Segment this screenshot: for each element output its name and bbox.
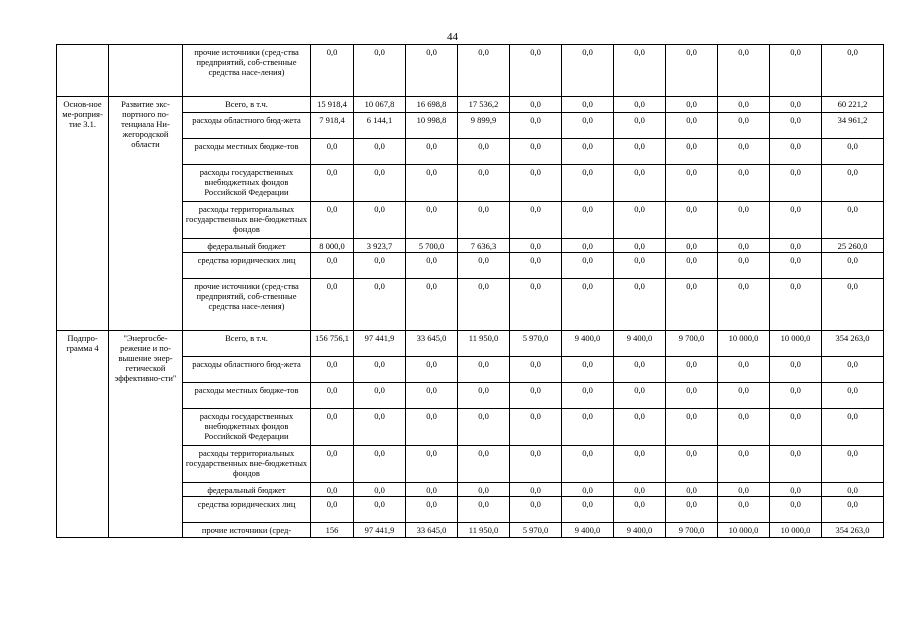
funding-source-cell: федеральный бюджет: [183, 483, 311, 497]
value-cell: 0,0: [510, 357, 562, 383]
value-cell: 0,0: [311, 446, 354, 483]
value-cell: 33 645,0: [406, 523, 458, 538]
value-cell: 0,0: [718, 253, 770, 279]
value-cell: 0,0: [311, 383, 354, 409]
value-cell: 0,0: [311, 497, 354, 523]
value-cell: 0,0: [770, 139, 822, 165]
value-cell: 0,0: [666, 409, 718, 446]
value-cell: 16 698,8: [406, 97, 458, 113]
value-cell: 0,0: [666, 279, 718, 331]
value-cell: 34 961,2: [822, 113, 884, 139]
value-cell: 0,0: [354, 497, 406, 523]
value-cell: 0,0: [354, 279, 406, 331]
value-cell: 9 400,0: [562, 523, 614, 538]
value-cell: 0,0: [822, 357, 884, 383]
value-cell: 9 700,0: [666, 523, 718, 538]
value-cell: 0,0: [510, 409, 562, 446]
value-cell: 0,0: [614, 45, 666, 97]
funding-source-cell: расходы областного бюд-жета: [183, 357, 311, 383]
value-cell: 0,0: [311, 165, 354, 202]
funding-source-cell: Всего, в т.ч.: [183, 331, 311, 357]
value-cell: 10 000,0: [718, 523, 770, 538]
value-cell: 156 756,1: [311, 331, 354, 357]
value-cell: 0,0: [406, 139, 458, 165]
value-cell: 0,0: [718, 45, 770, 97]
value-cell: 0,0: [510, 202, 562, 239]
value-cell: 0,0: [510, 113, 562, 139]
value-cell: 0,0: [354, 383, 406, 409]
value-cell: 0,0: [666, 202, 718, 239]
value-cell: 0,0: [311, 279, 354, 331]
funding-source-cell: расходы государственных внебюджетных фондов Российской Федерации: [183, 165, 311, 202]
value-cell: 0,0: [770, 97, 822, 113]
value-cell: 0,0: [718, 409, 770, 446]
value-cell: 0,0: [666, 113, 718, 139]
value-cell: 0,0: [718, 97, 770, 113]
table-row: [57, 331, 884, 357]
value-cell: 0,0: [406, 483, 458, 497]
value-cell: 0,0: [458, 446, 510, 483]
value-cell: 0,0: [614, 97, 666, 113]
value-cell: 0,0: [354, 202, 406, 239]
value-cell: 9 700,0: [666, 331, 718, 357]
value-cell: 0,0: [406, 446, 458, 483]
value-cell: 0,0: [718, 357, 770, 383]
value-cell: 0,0: [562, 139, 614, 165]
value-cell: 0,0: [562, 409, 614, 446]
value-cell: 0,0: [510, 139, 562, 165]
value-cell: 0,0: [354, 165, 406, 202]
value-cell: 0,0: [562, 239, 614, 253]
value-cell: 0,0: [458, 45, 510, 97]
value-cell: 0,0: [718, 279, 770, 331]
value-cell: 9 400,0: [614, 331, 666, 357]
value-cell: 0,0: [614, 113, 666, 139]
value-cell: 0,0: [458, 253, 510, 279]
value-cell: 0,0: [614, 139, 666, 165]
value-cell: 0,0: [614, 497, 666, 523]
value-cell: 0,0: [666, 45, 718, 97]
value-cell: 0,0: [822, 165, 884, 202]
value-cell: 354 263,0: [822, 523, 884, 538]
value-cell: 0,0: [406, 253, 458, 279]
value-cell: 0,0: [666, 253, 718, 279]
value-cell: 10 000,0: [718, 331, 770, 357]
value-cell: 0,0: [458, 497, 510, 523]
value-cell: 0,0: [562, 113, 614, 139]
value-cell: 10 000,0: [770, 523, 822, 538]
value-cell: 0,0: [458, 409, 510, 446]
value-cell: 7 636,3: [458, 239, 510, 253]
value-cell: 0,0: [666, 446, 718, 483]
value-cell: 15 918,4: [311, 97, 354, 113]
value-cell: 0,0: [666, 165, 718, 202]
program-code-cell: [57, 45, 109, 97]
value-cell: 10 067,8: [354, 97, 406, 113]
value-cell: 0,0: [406, 45, 458, 97]
value-cell: 0,0: [510, 279, 562, 331]
value-cell: 0,0: [666, 357, 718, 383]
program-name-cell: Развитие экс-портного по-тенциала Ни-жегородской области: [109, 97, 183, 331]
value-cell: 9 400,0: [614, 523, 666, 538]
value-cell: 0,0: [562, 497, 614, 523]
value-cell: 0,0: [614, 357, 666, 383]
value-cell: 0,0: [614, 483, 666, 497]
value-cell: 10 000,0: [770, 331, 822, 357]
value-cell: 0,0: [770, 357, 822, 383]
value-cell: 354 263,0: [822, 331, 884, 357]
value-cell: 0,0: [614, 253, 666, 279]
value-cell: 0,0: [458, 165, 510, 202]
value-cell: 0,0: [666, 97, 718, 113]
value-cell: 0,0: [614, 202, 666, 239]
value-cell: 0,0: [354, 253, 406, 279]
value-cell: 0,0: [354, 45, 406, 97]
value-cell: 0,0: [614, 279, 666, 331]
value-cell: 9 400,0: [562, 331, 614, 357]
value-cell: 11 950,0: [458, 523, 510, 538]
value-cell: 0,0: [614, 383, 666, 409]
value-cell: 0,0: [406, 357, 458, 383]
funding-source-cell: федеральный бюджет: [183, 239, 311, 253]
value-cell: 0,0: [510, 383, 562, 409]
value-cell: 0,0: [718, 113, 770, 139]
value-cell: 6 144,1: [354, 113, 406, 139]
value-cell: 0,0: [311, 253, 354, 279]
value-cell: 0,0: [822, 483, 884, 497]
value-cell: 0,0: [666, 239, 718, 253]
funding-source-cell: расходы областного бюд-жета: [183, 113, 311, 139]
value-cell: 0,0: [718, 446, 770, 483]
value-cell: 0,0: [354, 446, 406, 483]
program-code-cell: Подпро-грамма 4: [57, 331, 109, 538]
value-cell: 0,0: [770, 497, 822, 523]
value-cell: 0,0: [770, 409, 822, 446]
value-cell: 8 000,0: [311, 239, 354, 253]
value-cell: 0,0: [510, 165, 562, 202]
value-cell: 0,0: [562, 165, 614, 202]
value-cell: 0,0: [562, 279, 614, 331]
value-cell: 0,0: [770, 113, 822, 139]
value-cell: 0,0: [718, 165, 770, 202]
funding-source-cell: средства юридических лиц: [183, 497, 311, 523]
value-cell: 0,0: [822, 383, 884, 409]
value-cell: 0,0: [770, 45, 822, 97]
value-cell: 0,0: [718, 483, 770, 497]
value-cell: 0,0: [666, 139, 718, 165]
value-cell: 11 950,0: [458, 331, 510, 357]
value-cell: 0,0: [354, 357, 406, 383]
value-cell: 0,0: [822, 253, 884, 279]
value-cell: 0,0: [822, 45, 884, 97]
value-cell: 0,0: [770, 446, 822, 483]
value-cell: 0,0: [311, 139, 354, 165]
value-cell: 0,0: [458, 383, 510, 409]
value-cell: 0,0: [458, 483, 510, 497]
table-row: [57, 97, 884, 113]
funding-source-cell: прочие источники (сред-: [183, 523, 311, 538]
value-cell: 0,0: [822, 202, 884, 239]
value-cell: 0,0: [822, 446, 884, 483]
funding-source-cell: прочие источники (сред-ства предприятий, соб-ственные средства насе-ления): [183, 45, 311, 97]
value-cell: 25 260,0: [822, 239, 884, 253]
value-cell: 0,0: [406, 279, 458, 331]
value-cell: 0,0: [458, 202, 510, 239]
value-cell: 0,0: [666, 483, 718, 497]
value-cell: 0,0: [311, 45, 354, 97]
funding-source-cell: Всего, в т.ч.: [183, 97, 311, 113]
value-cell: 0,0: [822, 497, 884, 523]
value-cell: 0,0: [770, 202, 822, 239]
value-cell: 0,0: [770, 279, 822, 331]
value-cell: 0,0: [770, 165, 822, 202]
funding-source-cell: расходы территориальных государственных вне-бюджетных фондов: [183, 446, 311, 483]
value-cell: 0,0: [311, 483, 354, 497]
value-cell: 0,0: [311, 357, 354, 383]
value-cell: 0,0: [562, 97, 614, 113]
value-cell: 0,0: [406, 202, 458, 239]
value-cell: 0,0: [718, 139, 770, 165]
value-cell: 0,0: [311, 409, 354, 446]
value-cell: 0,0: [458, 139, 510, 165]
page-number: 44: [447, 31, 458, 43]
value-cell: 0,0: [406, 165, 458, 202]
funding-source-cell: расходы государственных внебюджетных фондов Российской Федерации: [183, 409, 311, 446]
value-cell: 0,0: [718, 383, 770, 409]
table-row: [57, 45, 884, 97]
value-cell: 0,0: [354, 139, 406, 165]
value-cell: 0,0: [458, 357, 510, 383]
value-cell: 0,0: [822, 409, 884, 446]
value-cell: 0,0: [458, 279, 510, 331]
value-cell: 9 899,9: [458, 113, 510, 139]
value-cell: 0,0: [354, 483, 406, 497]
value-cell: 0,0: [770, 483, 822, 497]
value-cell: 33 645,0: [406, 331, 458, 357]
value-cell: 0,0: [311, 202, 354, 239]
value-cell: 0,0: [562, 253, 614, 279]
value-cell: 0,0: [354, 409, 406, 446]
funding-source-cell: средства юридических лиц: [183, 253, 311, 279]
value-cell: 0,0: [614, 446, 666, 483]
funding-source-cell: расходы местных бюдже-тов: [183, 139, 311, 165]
value-cell: 0,0: [666, 383, 718, 409]
value-cell: 0,0: [770, 383, 822, 409]
value-cell: 3 923,7: [354, 239, 406, 253]
value-cell: 0,0: [770, 253, 822, 279]
funding-source-cell: расходы местных бюдже-тов: [183, 383, 311, 409]
value-cell: 0,0: [510, 497, 562, 523]
value-cell: 0,0: [718, 202, 770, 239]
value-cell: 0,0: [562, 383, 614, 409]
value-cell: 0,0: [822, 279, 884, 331]
value-cell: 97 441,9: [354, 331, 406, 357]
value-cell: 0,0: [562, 446, 614, 483]
value-cell: 156: [311, 523, 354, 538]
funding-source-cell: расходы территориальных государственных вне-бюджетных фондов: [183, 202, 311, 239]
value-cell: 0,0: [770, 239, 822, 253]
budget-table: [56, 44, 884, 538]
value-cell: 0,0: [562, 357, 614, 383]
value-cell: 0,0: [718, 239, 770, 253]
program-name-cell: [109, 45, 183, 97]
value-cell: 0,0: [562, 202, 614, 239]
program-code-cell: Основ-ное ме-роприя-тие 3.1.: [57, 97, 109, 331]
value-cell: 0,0: [406, 497, 458, 523]
value-cell: 10 998,8: [406, 113, 458, 139]
value-cell: 97 441,9: [354, 523, 406, 538]
value-cell: 0,0: [718, 497, 770, 523]
value-cell: 60 221,2: [822, 97, 884, 113]
value-cell: 0,0: [406, 383, 458, 409]
funding-source-cell: прочие источники (сред-ства предприятий, соб-ственные средства насе-ления): [183, 279, 311, 331]
value-cell: 0,0: [510, 253, 562, 279]
value-cell: 0,0: [510, 45, 562, 97]
value-cell: 0,0: [510, 483, 562, 497]
value-cell: 17 536,2: [458, 97, 510, 113]
value-cell: 0,0: [510, 446, 562, 483]
value-cell: 5 970,0: [510, 331, 562, 357]
value-cell: 0,0: [406, 409, 458, 446]
value-cell: 0,0: [666, 497, 718, 523]
value-cell: 0,0: [822, 139, 884, 165]
value-cell: 5 700,0: [406, 239, 458, 253]
value-cell: 0,0: [510, 239, 562, 253]
value-cell: 0,0: [614, 409, 666, 446]
program-name-cell: "Энергосбе-режение и по-вышение энер-гетической эффективно-сти": [109, 331, 183, 538]
value-cell: 5 970,0: [510, 523, 562, 538]
value-cell: 7 918,4: [311, 113, 354, 139]
value-cell: 0,0: [510, 97, 562, 113]
value-cell: 0,0: [562, 483, 614, 497]
value-cell: 0,0: [614, 165, 666, 202]
value-cell: 0,0: [614, 239, 666, 253]
value-cell: 0,0: [562, 45, 614, 97]
